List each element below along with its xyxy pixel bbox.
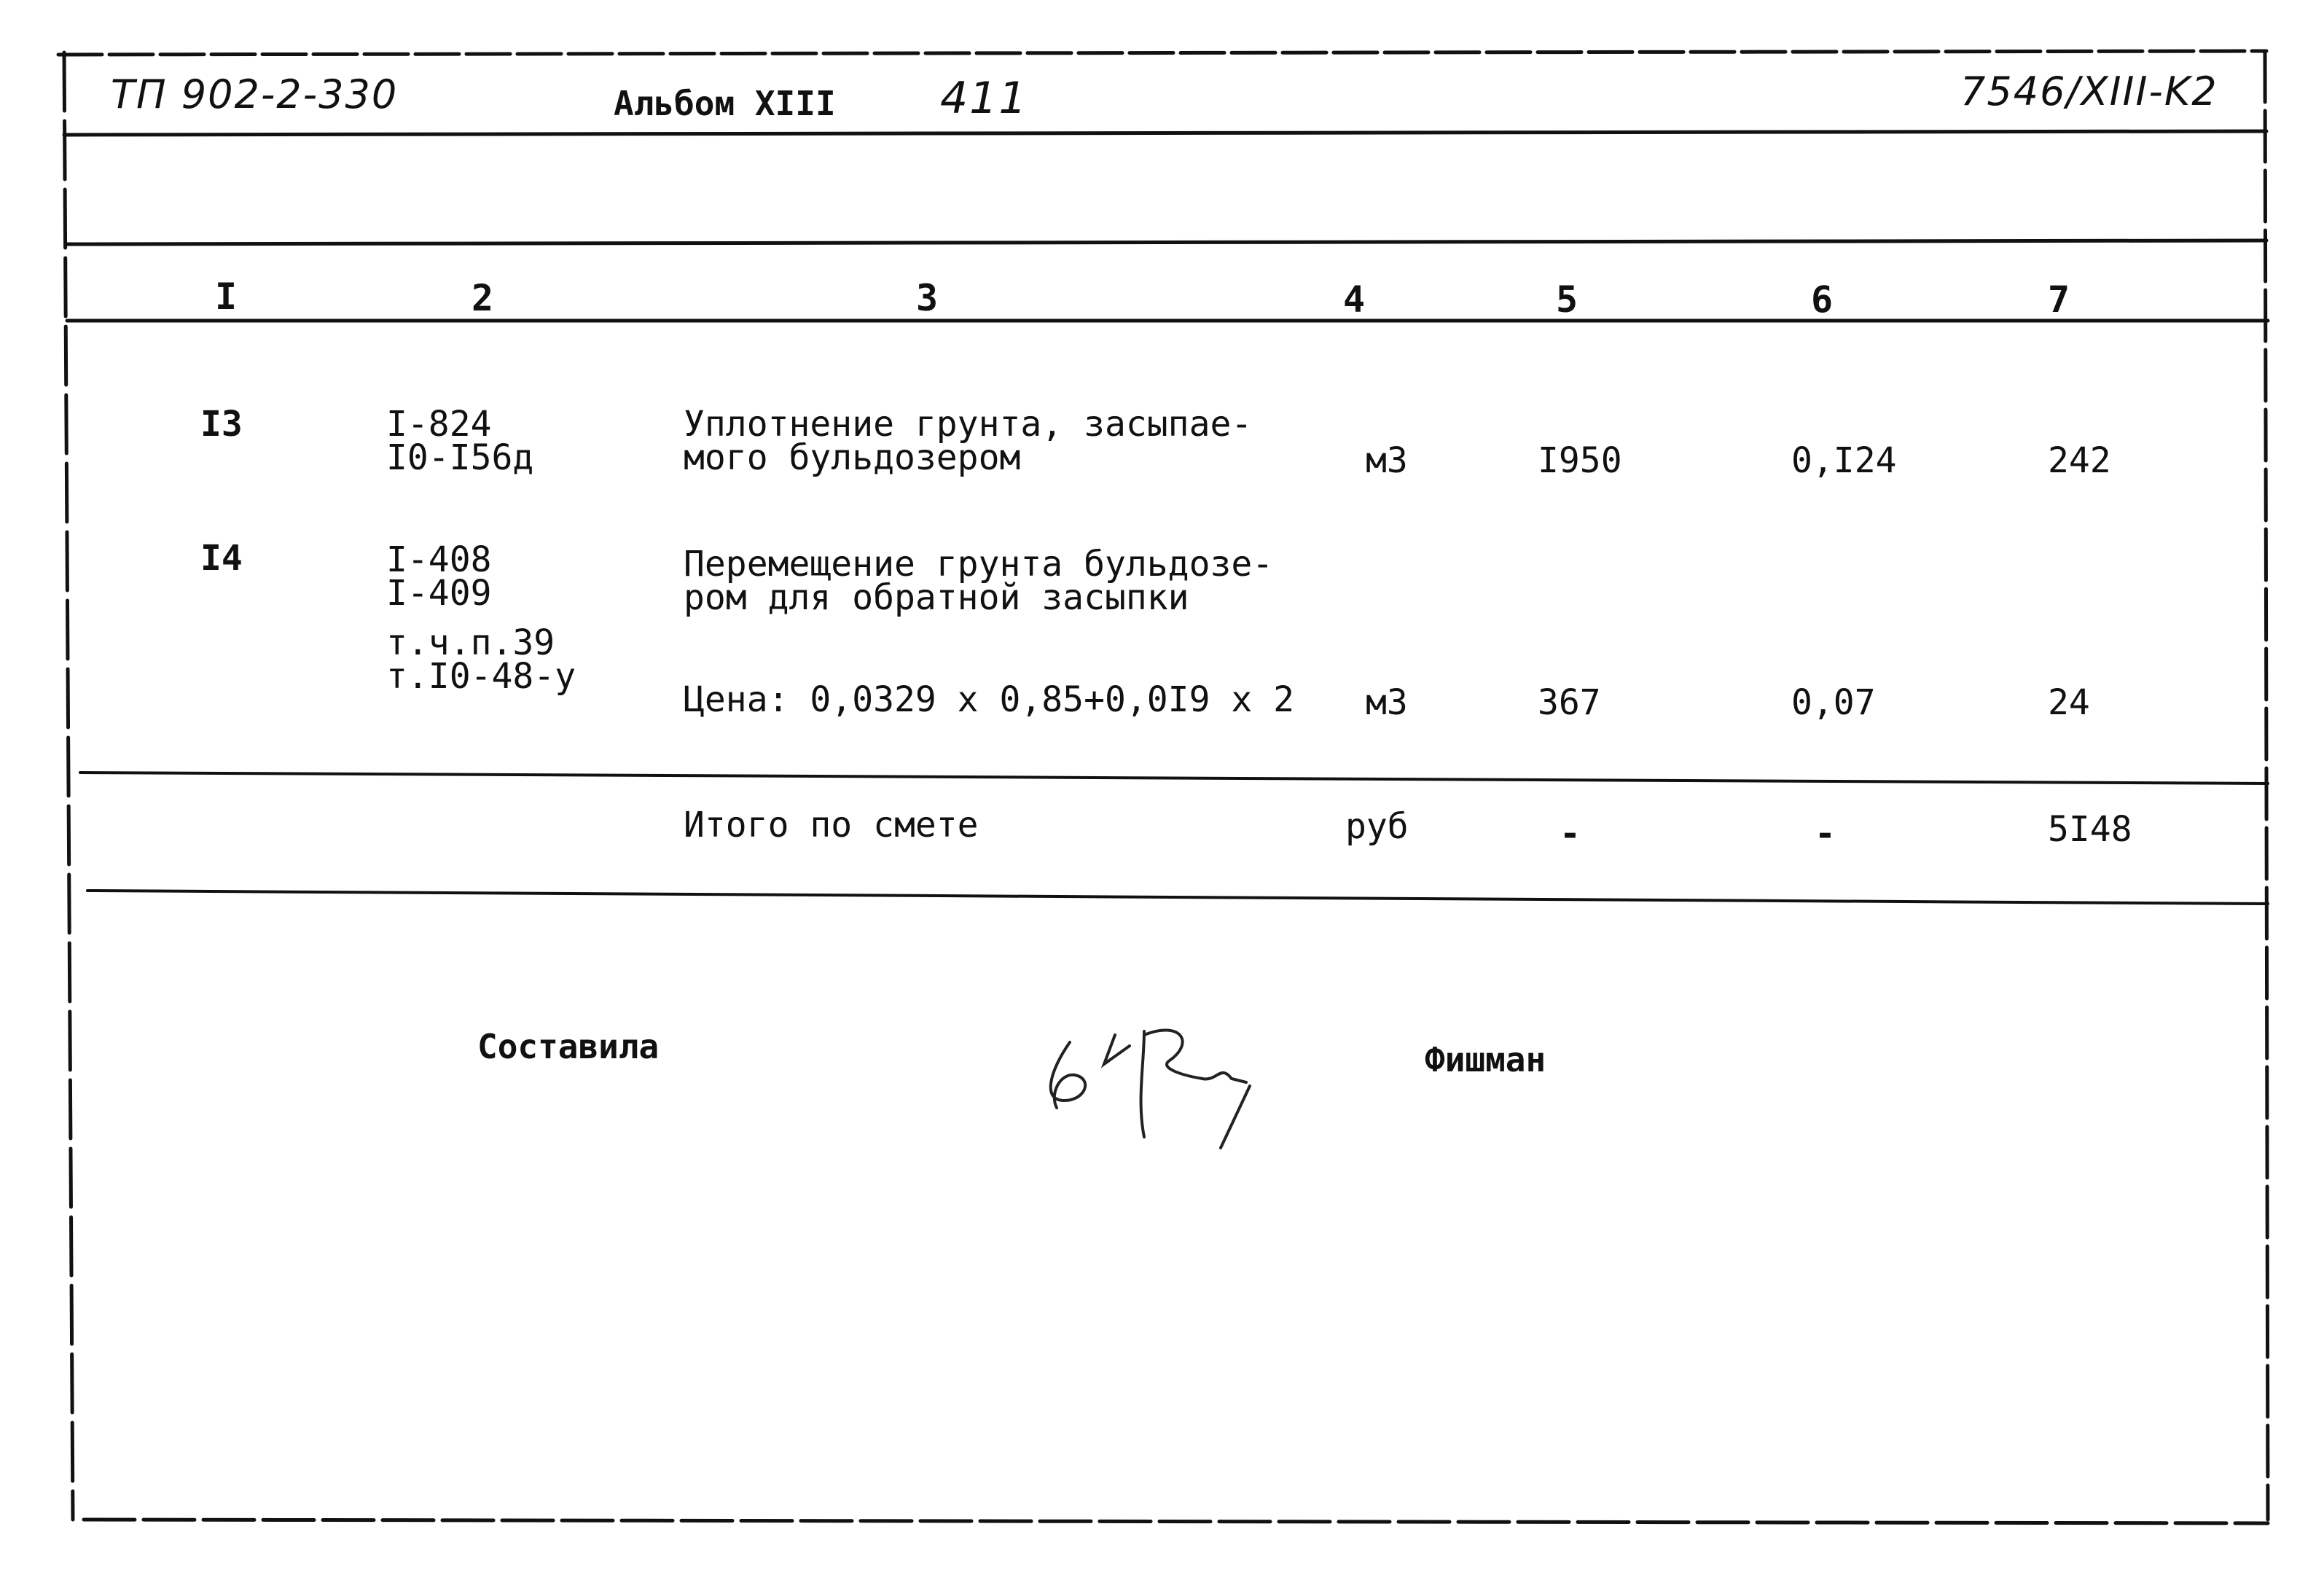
col-header-5: 5 — [1556, 278, 1578, 321]
row-14-total: 24 — [2048, 682, 2090, 723]
row-14-price-formula: Цена: 0,0329 x 0,85+0,0I9 x 2 — [684, 679, 1295, 720]
summary-price: - — [1815, 813, 1836, 854]
row-13-unit: м3 — [1366, 440, 1408, 481]
col-header-3: 3 — [916, 277, 939, 319]
col-header-4: 4 — [1343, 278, 1366, 321]
project-code: ТП 902-2-330 — [111, 71, 399, 117]
compiler-name: Фишман — [1425, 1040, 1546, 1079]
row-14-number: I4 — [200, 538, 243, 579]
inventory-code: 7546/XIII-K2 — [1960, 69, 2218, 114]
album-label: Альбом XIII — [614, 84, 836, 123]
summary-total: 5I48 — [2048, 809, 2132, 850]
row-13-price: 0,I24 — [1791, 440, 1897, 481]
row-13-desc-1: Уплотнение грунта, засыпае- — [684, 404, 1253, 445]
row-14-code-3: т.ч.п.39 — [386, 622, 555, 663]
page-number: 411 — [940, 73, 1028, 124]
row-13-desc-2: мого бульдозером — [684, 437, 1021, 478]
summary-qty: - — [1560, 813, 1581, 854]
compiled-label: Составила — [477, 1027, 660, 1066]
summary-label: Итого по смете — [684, 805, 979, 845]
row-14-code-1: I-408 — [386, 539, 492, 580]
row-14-desc-2: ром для обратной засыпки — [684, 577, 1189, 618]
col-header-6: 6 — [1811, 278, 1834, 321]
row-13-qty: I950 — [1538, 440, 1622, 481]
signature — [1035, 991, 1268, 1159]
col-header-2: 2 — [472, 277, 494, 319]
row-14-qty: 367 — [1538, 682, 1601, 723]
row-14-desc-1: Перемещение грунта бульдозе- — [684, 544, 1274, 585]
row-14-code-2: I-409 — [386, 573, 492, 614]
row-13-total: 242 — [2048, 440, 2111, 481]
row-13-code-2: I0-I56д — [386, 437, 534, 478]
row-14-unit: м3 — [1366, 682, 1408, 723]
row-14-price: 0,07 — [1791, 682, 1876, 723]
row-13-code-1: I-824 — [386, 404, 492, 445]
row-14-code-4: т.I0-48-у — [386, 656, 576, 697]
summary-unit: руб — [1345, 806, 1409, 847]
col-header-1: I — [215, 275, 238, 318]
row-13-number: I3 — [200, 404, 243, 445]
col-header-7: 7 — [2048, 278, 2070, 321]
